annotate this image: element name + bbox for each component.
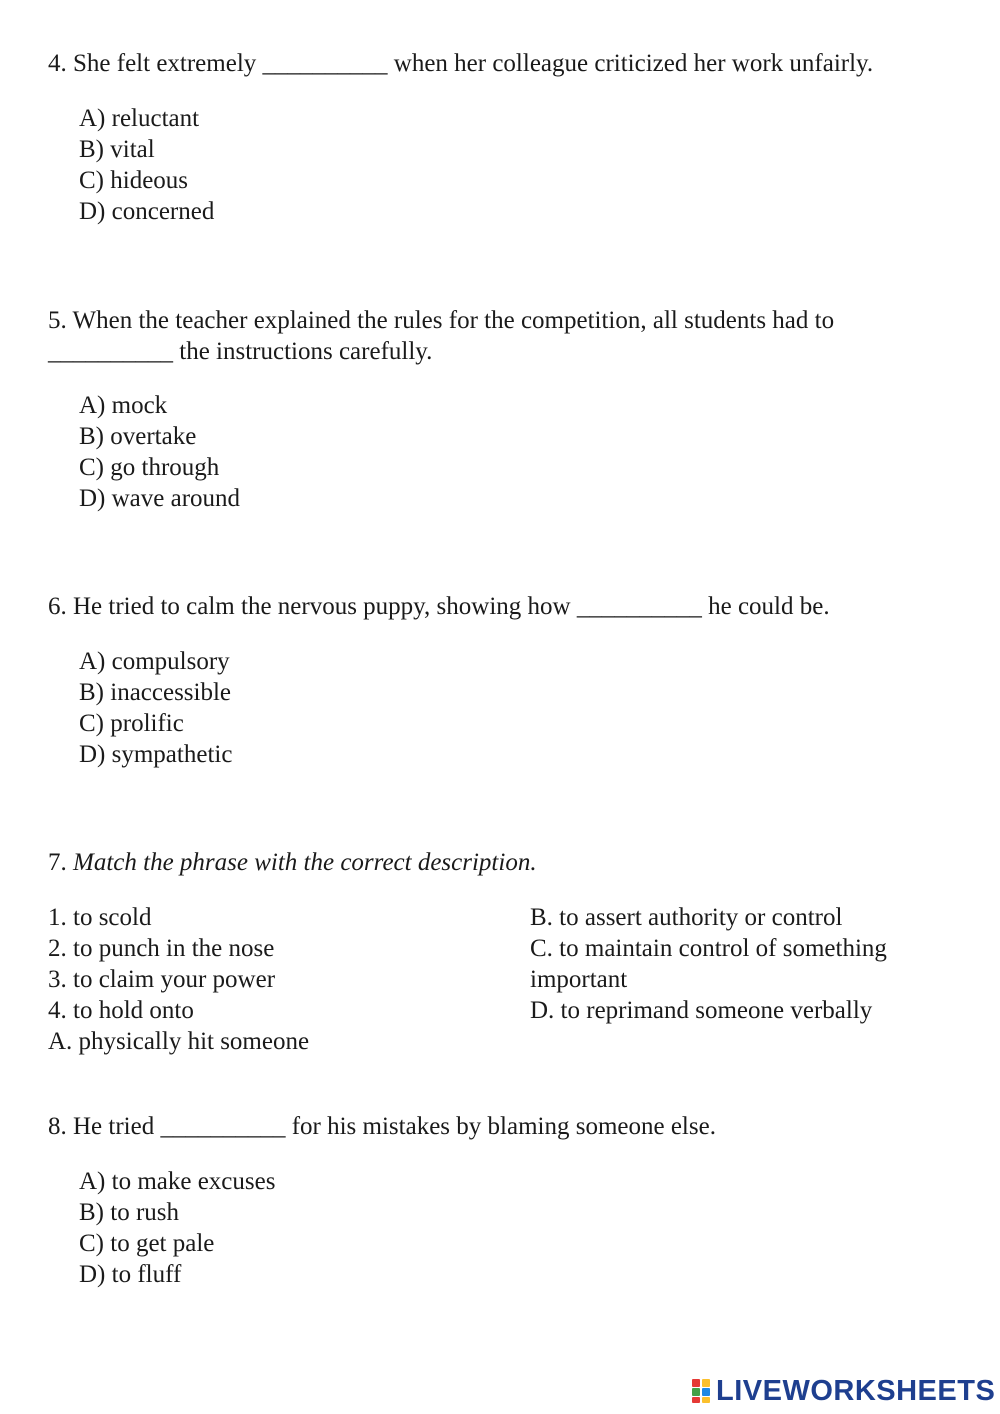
question-5-stem-line2: __________ the instructions carefully. [48,338,433,365]
question-4-stem: 4. She felt extremely __________ when her colleague criticized her work unfairly. [48,50,874,77]
match-description-continued[interactable]: important [530,966,628,993]
match-left-item[interactable]: 2. to punch in the nose [48,935,275,962]
q8-option-c[interactable]: C) to get pale [79,1230,215,1257]
q8-option-b[interactable]: B) to rush [79,1199,179,1226]
liveworksheets-logo [692,1376,995,1406]
question-5-stem-line1: 5. When the teacher explained the rules for the competition, all students had to [48,307,835,334]
q4-option-c[interactable]: C) hideous [79,167,189,194]
question-7-heading [48,847,537,878]
question-6-stem: 6. He tried to calm the nervous puppy, showing how __________ he could be. [48,593,830,620]
q5-option-c[interactable]: C) go through [79,454,220,481]
question-8-stem: 8. He tried __________ for his mistakes by blaming someone else. [48,1113,716,1140]
q6-option-a[interactable]: A) compulsory [79,648,230,675]
match-description[interactable]: C. to maintain control of something [530,935,887,962]
match-left-item[interactable]: 4. to hold onto [48,997,194,1024]
q4-option-a[interactable]: A) reluctant [79,105,200,132]
q6-option-b[interactable]: B) inaccessible [79,679,232,706]
match-description[interactable]: D. to reprimand someone verbally [530,997,873,1024]
match-description[interactable]: B. to assert authority or control [530,904,843,931]
q4-option-d[interactable]: D) concerned [79,198,215,225]
q4-option-b[interactable]: B) vital [79,136,155,163]
question-7-number: 7. [48,849,67,876]
match-left-item[interactable]: 3. to claim your power [48,966,276,993]
q6-option-c[interactable]: C) prolific [79,710,184,737]
match-left-item[interactable]: 1. to scold [48,904,152,931]
liveworksheets-logo-icon [692,1378,712,1404]
q5-option-b[interactable]: B) overtake [79,423,197,450]
q8-option-d[interactable]: D) to fluff [79,1261,182,1288]
q5-option-d[interactable]: D) wave around [79,485,241,512]
match-description[interactable]: A. physically hit someone [48,1028,310,1055]
q6-option-d[interactable]: D) sympathetic [79,741,233,768]
question-7-instruction: Match the phrase with the correct description. [73,849,537,876]
q5-option-a[interactable]: A) mock [79,392,168,419]
q8-option-a[interactable]: A) to make excuses [79,1168,276,1195]
liveworksheets-brand: LIVEWORKSHEETS [716,1375,996,1407]
